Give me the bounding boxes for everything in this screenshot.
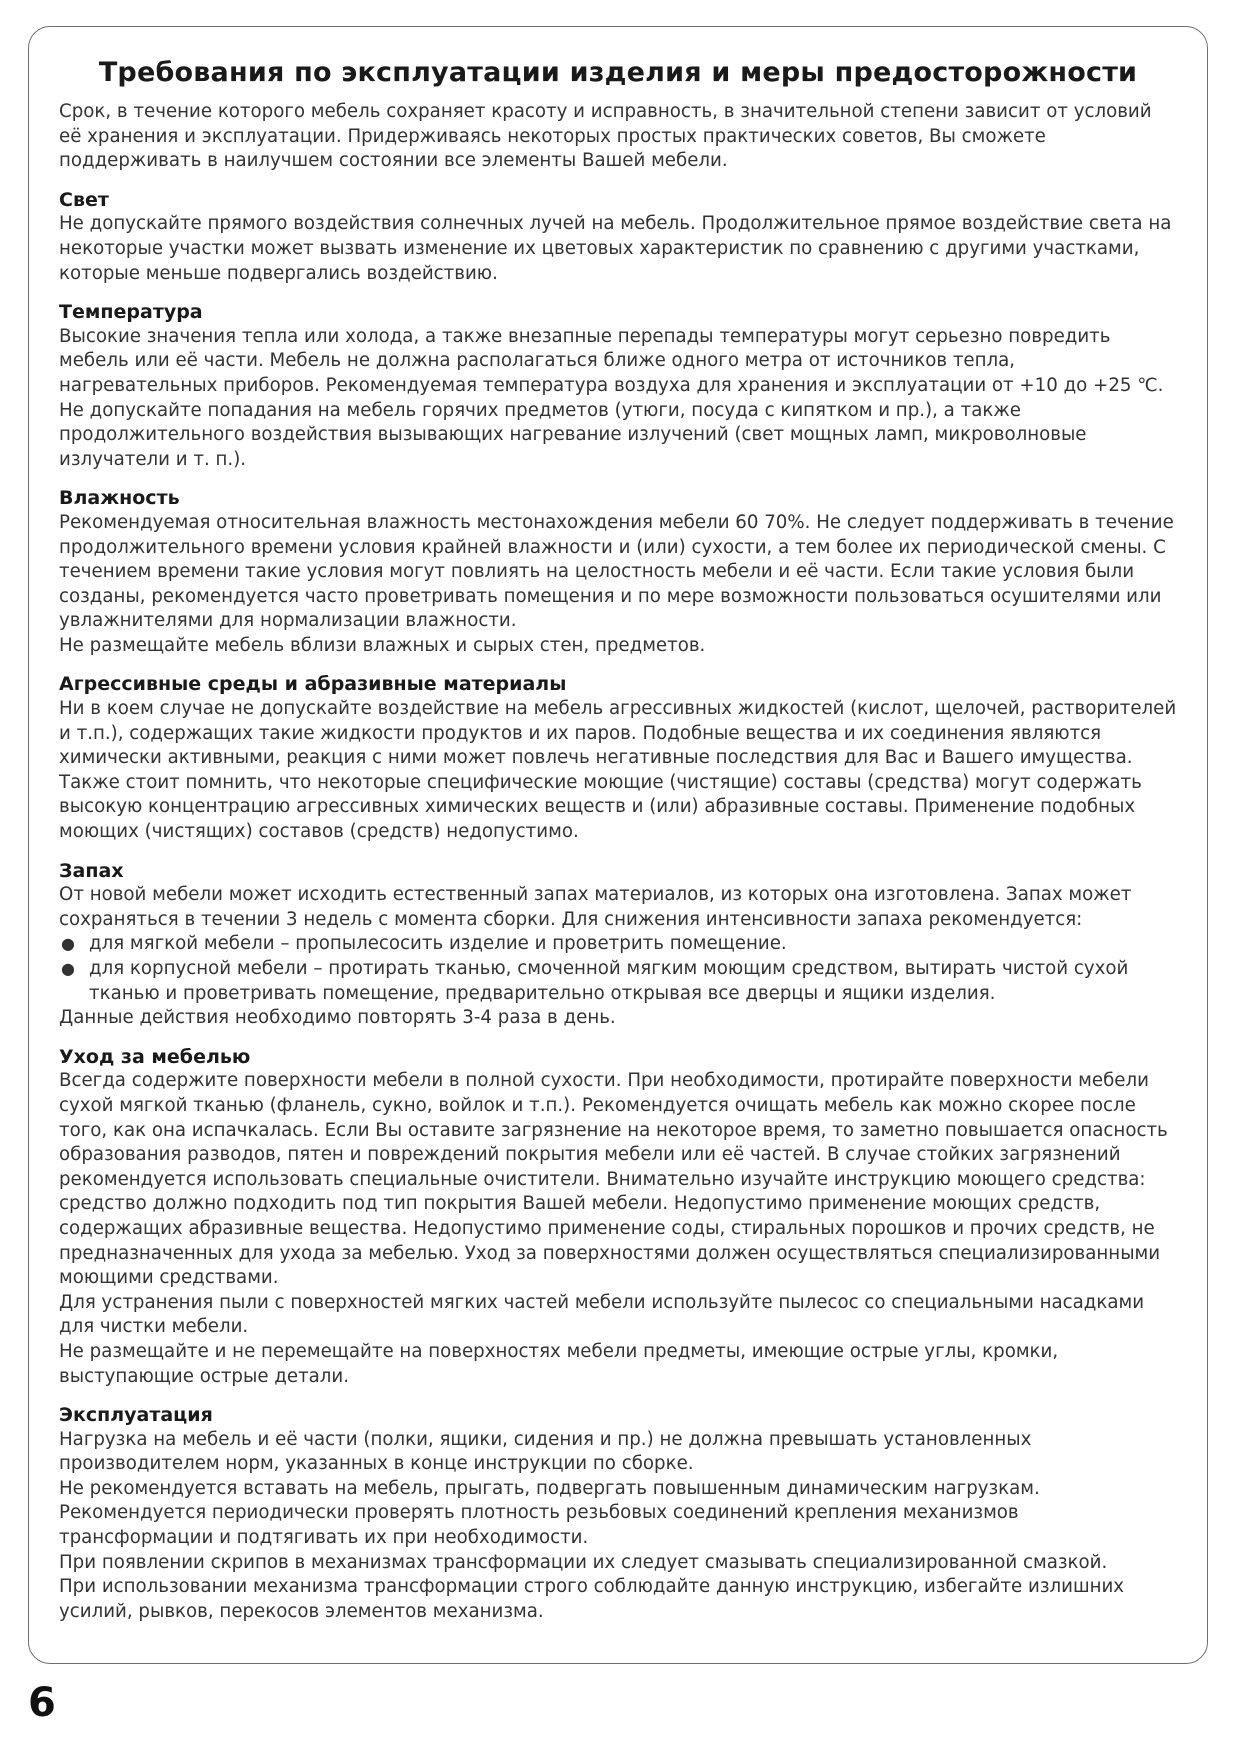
section bbox=[59, 1045, 1177, 1389]
section-paragraph: Не размещайте мебель вблизи влажных и сырых стен, предметов. bbox=[59, 634, 706, 656]
section-paragraph: Ни в коем случае не допускайте воздействие на мебель агрессивных жидкостей (кислот, щелочей, растворителей и т.п.), содержащих такие жидкости продуктов и их паров. Подобные вещества и их соединения являются химически активными, реакция с ними может повлечь негативные последствия для Вас и Вашего имущества. Также стоит помнить, что некоторые специфические моющие (чистящие) составы (средства) могут содержать высокую концентрацию агрессивных химических веществ и (или) абразивные составы. Применение подобных моющих (чистящих) составов (средств) недопустимо. bbox=[59, 698, 1177, 843]
section-heading: Эксплуатация bbox=[59, 1404, 213, 1427]
section bbox=[59, 300, 1177, 472]
document-body bbox=[59, 100, 1177, 1624]
section-paragraph: При появлении скрипов в механизмах трансформации их следует смазывать специализированной смазкой. bbox=[59, 1551, 1108, 1573]
section-heading: Влажность bbox=[59, 487, 180, 510]
section-paragraph: Не допускайте прямого воздействия солнечных лучей на мебель. Продолжительное прямое воздействие света на некоторые участки может вызвать изменение их цветовых характеристик по сравнению с другими участками, которые меньше подвергались воздействию. bbox=[59, 213, 1172, 284]
bullet-text: для корпусной мебели – протирать тканью, смоченной мягким моющим средством, вытирать чистой сухой тканью и проветривать помещение, предварительно открывая все дверцы и ящики изделия. bbox=[89, 958, 1129, 1004]
section-paragraph: Рекомендуемая относительная влажность местонахождения мебели 60 70%. Не следует поддерживать в течение продолжительного времени условия крайней влажности и (или) сухости, а тем более их периодической смены. С течением времени такие условия могут повлиять на целостность мебели и её части. Если такие условия были созданы, рекомендуется часто проветривать помещения и по мере возможности пользоваться осушителями или увлажнителями для нормализации влажности. bbox=[59, 511, 1174, 632]
bullet-item bbox=[59, 932, 1177, 957]
section-heading: Агрессивные среды и абразивные материалы bbox=[59, 673, 567, 696]
section-paragraph: Не размещайте и не перемещайте на поверхностях мебели предметы, имеющие острые углы, кромки, выступающие острые детали. bbox=[59, 1340, 1059, 1387]
section-paragraph: При использовании механизма трансформации строго соблюдайте данную инструкцию, избегайте излишних усилий, рывков, перекосов элементов механизма. bbox=[59, 1576, 1125, 1622]
section-paragraph: Для устранения пыли с поверхностей мягких частей мебели используйте пылесос со специальными насадками для чистки мебели. bbox=[59, 1291, 1145, 1338]
section bbox=[59, 1403, 1177, 1624]
section-heading: Уход за мебелью bbox=[59, 1045, 251, 1068]
section-heading: Свет bbox=[59, 188, 109, 211]
section-heading: Запах bbox=[59, 859, 124, 882]
section-paragraph: Рекомендуется периодически проверять плотность резьбовых соединений крепления механизмов трансформации и подтягивать их при необходимости. bbox=[59, 1502, 1019, 1549]
intro-paragraph: Срок, в течение которого мебель сохраняет красоту и исправность, в значительной степени зависит от условий её хранения и эксплуатации. Придерживаясь некоторых простых практических советов, Вы сможете поддерживать в наилучшем состоянии все элементы Вашей мебели. bbox=[59, 101, 1152, 172]
section bbox=[59, 859, 1177, 1031]
section bbox=[59, 486, 1177, 658]
section bbox=[59, 188, 1177, 286]
section bbox=[59, 672, 1177, 844]
section-paragraph: Данные действия необходимо повторять 3-4 раза в день. bbox=[59, 1007, 616, 1029]
section-heading: Температура bbox=[59, 301, 203, 324]
content-frame bbox=[28, 26, 1208, 1664]
section-paragraph: Всегда содержите поверхности мебели в полной сухости. При необходимости, протирайте поверхности мебели сухой мягкой тканью (фланель, сукно, войлок и т.п.). Рекомендуется очищать мебель как можно скорее после того, как она испачкалась. Если Вы оставите загрязнение на некоторое время, то заметно повышается опасность образования разводов, пятен и повреждений покрытия мебели или её частей. В случае стойких загрязнений рекомендуется использовать специальные очистители. Внимательно изучайте инструкцию моющего средства: средство должно подходить под тип покрытия Вашей мебели. Недопустимо применение моющих средств, содержащих абразивные вещества. Недопустимо применение соды, стиральных порошков и прочих средств, не предназначенных для ухода за мебелью. Уход за поверхностями должен осуществляться специализированными моющими средствами. bbox=[59, 1070, 1168, 1289]
bullet-text: для мягкой мебели – пропылесосить изделие и проветрить помещение. bbox=[89, 933, 787, 955]
page-number: 6 bbox=[28, 1680, 56, 1726]
bullet-dot-icon: ● bbox=[61, 934, 75, 954]
bullet-dot-icon: ● bbox=[61, 959, 75, 978]
section-paragraph: Не рекомендуется вставать на мебель, прыгать, подвергать повышенным динамическим нагрузкам. bbox=[59, 1477, 1040, 1499]
sections-container bbox=[59, 188, 1177, 1625]
page-title: Требования по эксплуатации изделия и меры предосторожности bbox=[98, 57, 1138, 88]
section-paragraph: Нагрузка на мебель и её части (полки, ящики, сидения и пр.) не должна превышать установленных производителем норм, указанных в конце инструкции по сборке. bbox=[59, 1428, 1032, 1475]
bullet-item bbox=[59, 957, 1177, 1006]
section-paragraph: Высокие значения тепла или холода, а также внезапные перепады температуры могут серьезно повредить мебель или её части. Мебель не должна располагаться ближе одного метра от источников тепла, нагревательных приборов. Рекомендуемая температура воздуха для хранения и эксплуатации от +10 до +25 ℃. Не допускайте попадания на мебель горячих предметов (утюги, посуда с кипятком и пр.), а также продолжительного воздействия вызывающих нагревание излучений (свет мощных ламп, микроволновые излучатели и т. п.). bbox=[59, 325, 1164, 470]
section-paragraph: От новой мебели может исходить естественный запах материалов, из которых она изготовлена. Запах может сохраняться в течении 3 недель с момента сборки. Для снижения интенсивности запаха рекомендуется: bbox=[59, 884, 1132, 930]
